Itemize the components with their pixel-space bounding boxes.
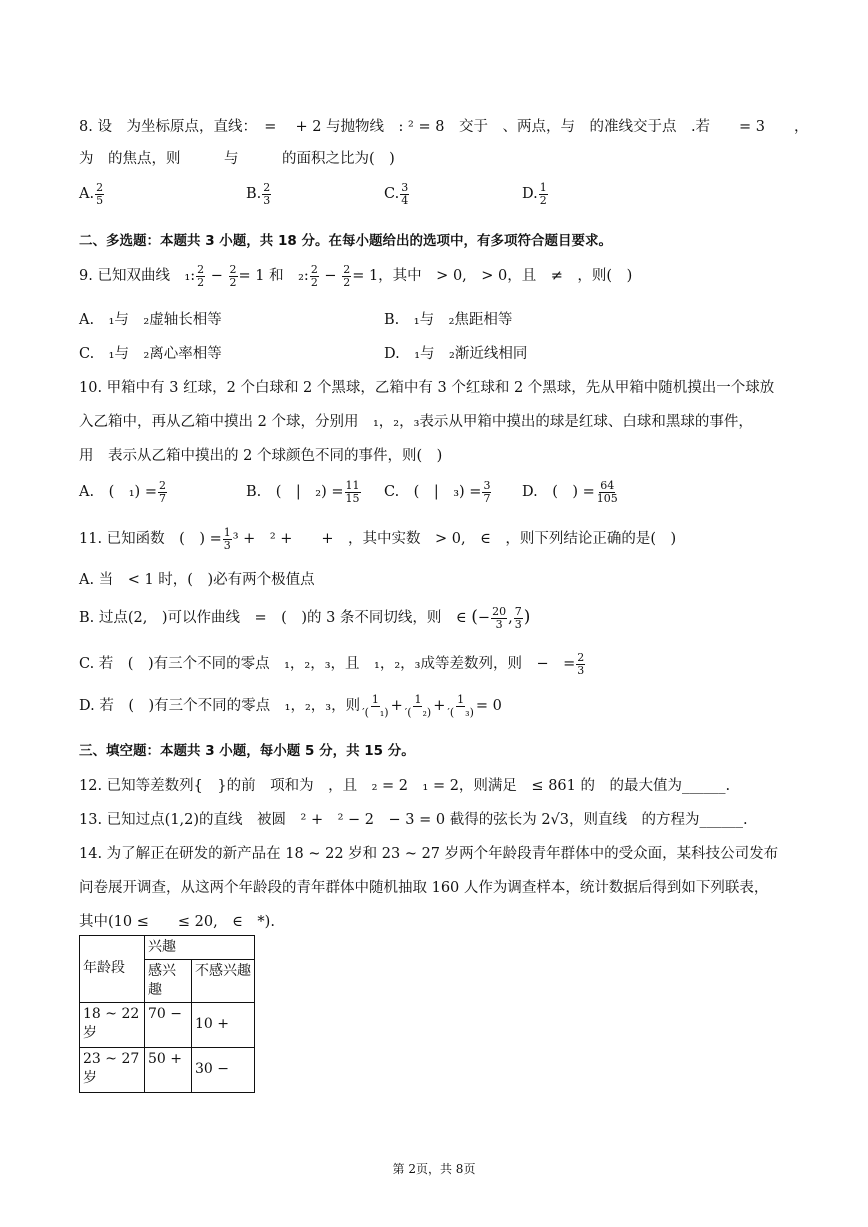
q8-option-d: D. $\frac{1}{2}$ [522, 181, 547, 207]
section-fill-in-heading: 三、填空题：本题共 3 小题，每小题 5 分，共 15 分。 [79, 743, 415, 759]
q8-option-a: A. $\frac{2}{5}$ [79, 181, 104, 207]
table-header-interest: 兴趣 [145, 936, 255, 960]
table-cell-interested: 50 + [145, 1047, 192, 1092]
table-cell-interested: 70 − [145, 1002, 192, 1047]
q10-option-b: B. ( | ₂) = $\frac{11}{15}$ [246, 479, 360, 505]
q14-stem-line3: 其中(10 ≤ ≤ 20, ∈ *). [79, 914, 275, 930]
q9-option-a: A. ₁与 ₂虚轴长相等 [79, 312, 222, 328]
table-cell-age: 23 ~ 27岁 [80, 1047, 145, 1092]
q10-option-a: A. ( ₁) = $\frac{2}{7}$ [79, 479, 166, 505]
q8-stem-line1: 8. 设 为坐标原点，直线： = + 2 与抛物线 : ² = 8 交于 、两点，与 的准线交于点 .若 = 3 ， [79, 119, 809, 135]
q9-option-b: B. ₁与 ₂焦距相等 [384, 312, 513, 328]
q9-option-c: C. ₁与 ₂离心率相等 [79, 346, 222, 362]
table-cell-age: 18 ~ 22岁 [80, 1002, 145, 1047]
q8-option-c: C. $\frac{3}{4}$ [384, 181, 409, 207]
q14-stem-line2: 问卷展开调查，从这两个年龄段的青年群体中随机抽取 160 人作为调查样本，统计数据后得到如下列联表， [79, 880, 769, 896]
table-header-not-interested: 不感兴趣 [192, 959, 255, 1002]
q10-option-d: D. ( ) = $\frac{64}{105}$ [522, 479, 618, 505]
q12-stem: 12. 已知等差数列{ }的前 项和为 ，且 ₂ = 2 ₁ = 2，则满足 ≤ 861 的 的最大值为______. [79, 778, 731, 794]
q11-option-a: A. 当 < 1 时，( )必有两个极值点 [79, 572, 315, 588]
q8-option-b: B. $\frac{2}{3}$ [246, 181, 271, 207]
q10-stem-line3: 用 表示从乙箱中摸出的 2 个球颜色不同的事件，则( ) [79, 448, 443, 464]
section-multiple-choice-heading: 二、多选题：本题共 3 小题，共 18 分。在每小题给出的选项中，有多项符合题目要求。 [79, 233, 612, 249]
q11-stem: 11. 已知函数 ( ) = $\frac{1}{3}$ ³ + ² + + ，其中实数 > 0, ∈ ，则下列结论正确的是( ) [79, 526, 677, 552]
q9-stem: 9. 已知双曲线 ₁: $\frac{2}{2}$ − $\frac{2}{2}$ = 1 和 ₂: $\frac{2}{2}$ − $\frac{2}{2}$ = 1，其中 > 0, > 0，且 ≠ ，则( ) [79, 263, 633, 289]
q10-stem-line2: 入乙箱中，再从乙箱中摸出 2 个球，分别用 ₁，₂，₃表示从甲箱中摸出的球是红球、白球和黑球的事件， [79, 414, 753, 430]
q10-stem-line1: 10. 甲箱中有 3 红球，2 个白球和 2 个黑球，乙箱中有 3 个红球和 2 个黑球，先从甲箱中随机摸出一个球放 [79, 380, 775, 396]
table-row [80, 1047, 255, 1092]
table-cell-not-interested: 10 + [192, 1002, 255, 1047]
q9-option-d: D. ₁与 ₂渐近线相同 [384, 346, 528, 362]
table-cell-not-interested: 30 − [192, 1047, 255, 1092]
contingency-table [79, 935, 255, 1093]
q14-stem-line1: 14. 为了解正在研发的新产品在 18 ~ 22 岁和 23 ~ 27 岁两个年龄段青年群体中的受众面，某科技公司发布 [79, 846, 779, 862]
q11-option-b: B. 过点(2, )可以作曲线 = ( )的 3 条不同切线，则 ∈ (− $\frac{20}{3}$ , $\frac{7}{3}$ ) [79, 605, 531, 631]
page-footer: 第 2页，共 8页 [392, 1162, 476, 1176]
table-header-age: 年龄段 [80, 936, 145, 1003]
table-row [80, 1002, 255, 1047]
q13-stem: 13. 已知过点(1,2)的直线 被圆 ² + ² − 2 − 3 = 0 截得的弦长为 2√3，则直线 的方程为______. [79, 812, 748, 828]
q11-option-d: D. 若 ( )有三个不同的零点 ₁，₂，₃，则 $\frac{1}{\text{′( ₁)}}$ + $\frac{1}{\text{′( ₂)}}$ + $\frac{1}{\text{′( ₃)}}$ = 0 [79, 693, 502, 719]
table-header-interested: 感兴趣 [145, 959, 192, 1002]
q10-option-c: C. ( | ₃) = $\frac{3}{7}$ [384, 479, 491, 505]
q8-stem-line2: 为 的焦点，则 与 的面积之比为( ) [79, 151, 395, 167]
q11-option-c: C. 若 ( )有三个不同的零点 ₁，₂，₃，且 ₁，₂，₃成等差数列，则 − = $\frac{2}{3}$ [79, 651, 585, 677]
